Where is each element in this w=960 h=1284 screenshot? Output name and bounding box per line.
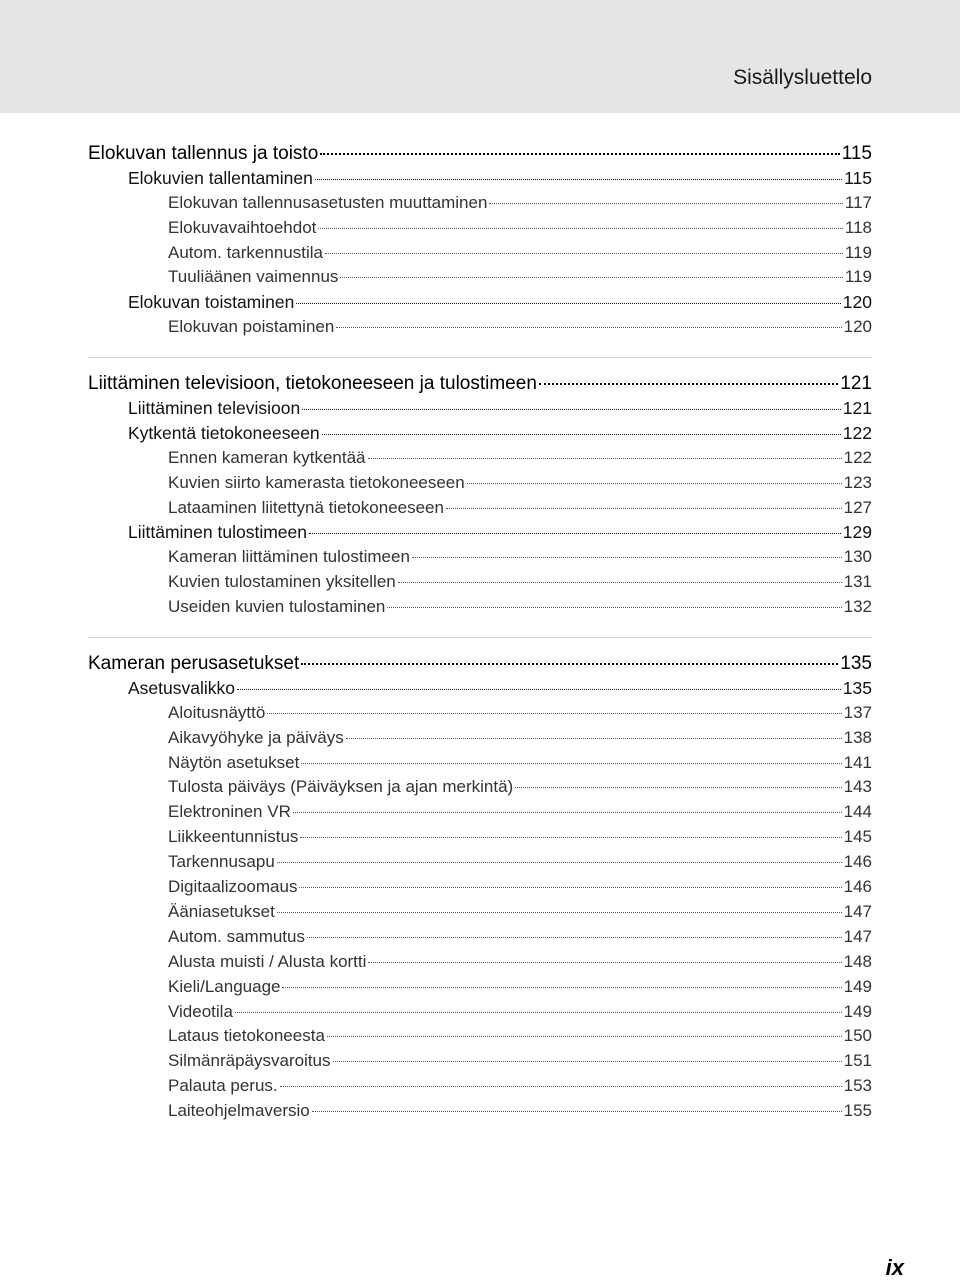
dot-leader: [237, 689, 841, 690]
toc-entry-page: 120: [842, 292, 872, 313]
toc-entry-title: Liikkeentunnistus: [168, 827, 299, 847]
toc-entry-page: 131: [843, 572, 872, 592]
toc-entry-title: Elektroninen VR: [168, 802, 291, 822]
toc-entry-page: 135: [840, 653, 872, 675]
dot-leader: [333, 1061, 842, 1062]
toc-entry-title: Elokuvan tallennusasetusten muuttaminen: [168, 192, 488, 212]
dot-leader: [309, 533, 841, 534]
toc-entry-title: Elokuvan poistaminen: [168, 317, 335, 337]
dot-leader: [340, 277, 842, 278]
dot-leader: [368, 458, 842, 459]
dot-leader: [282, 987, 841, 988]
toc-entry[interactable]: [88, 168, 872, 193]
dot-leader: [301, 763, 841, 764]
dot-leader: [467, 483, 842, 484]
dot-leader: [320, 153, 839, 155]
toc-entry[interactable]: [88, 243, 872, 268]
dot-leader: [346, 738, 842, 739]
dot-leader: [515, 787, 841, 788]
toc-entry-title: Silmänräpäysvaroitus: [168, 1051, 331, 1071]
toc-entry-page: 115: [844, 167, 872, 188]
toc-entry-page: 149: [843, 976, 872, 996]
toc-entry[interactable]: [88, 547, 872, 572]
dot-leader: [296, 303, 840, 304]
toc-entry-page: 148: [843, 951, 872, 971]
dot-leader: [322, 434, 841, 435]
dot-leader: [325, 253, 843, 254]
toc-entry-page: 117: [844, 192, 872, 212]
dot-leader: [293, 812, 842, 813]
toc-entry-title: Useiden kuvien tulostaminen: [168, 597, 386, 617]
toc-entry-title: Elokuvan toistaminen: [128, 292, 295, 313]
toc-entry-page: 115: [841, 143, 872, 164]
toc-entry-page: 150: [843, 1026, 872, 1046]
dot-leader: [327, 1036, 842, 1037]
toc-entry-title: Kameran perusasetukset: [88, 653, 300, 675]
dot-leader: [299, 887, 841, 888]
toc-entry[interactable]: [88, 653, 872, 678]
toc-entry-title: Tulosta päiväys (Päiväyksen ja ajan merkintä): [168, 777, 514, 797]
toc-entry-page: 153: [843, 1076, 872, 1096]
toc-entry-title: Liittäminen televisioon, tietokoneeseen ja tulostimeen: [88, 373, 537, 395]
toc-entry[interactable]: [88, 1101, 872, 1126]
toc-entry[interactable]: [88, 753, 872, 778]
toc-entry-title: Elokuvan tallennus ja toisto: [88, 143, 319, 164]
toc-entry-title: Alusta muisti / Alusta kortti: [168, 951, 367, 971]
toc-entry-page: 138: [843, 727, 872, 747]
toc-entry-page: 137: [843, 702, 872, 722]
toc-entry-title: Ääniasetukset: [168, 901, 275, 921]
toc-entry[interactable]: [88, 852, 872, 877]
toc-entry-title: Lataus tietokoneesta: [168, 1026, 325, 1046]
toc-entry[interactable]: [88, 597, 872, 622]
toc-section: [88, 637, 872, 1126]
toc-entry-page: 123: [843, 472, 872, 492]
toc-entry-title: Tarkennusapu: [168, 852, 275, 872]
toc-entry-title: Asetusvalikko: [128, 677, 235, 698]
toc-entry-page: 143: [843, 777, 872, 797]
table-of-contents: [88, 143, 872, 1126]
toc-section: [88, 143, 872, 342]
toc-entry-title: Liittäminen tulostimeen: [128, 522, 307, 543]
dot-leader: [280, 1086, 842, 1087]
toc-entry-title: Digitaalizoomaus: [168, 877, 298, 897]
toc-entry[interactable]: [88, 1026, 872, 1051]
toc-entry-title: Laiteohjelmaversio: [168, 1101, 310, 1121]
toc-entry-title: Aloitusnäyttö: [168, 702, 266, 722]
toc-entry-page: 144: [843, 802, 872, 822]
toc-entry-title: Ennen kameran kytkentää: [168, 447, 366, 467]
toc-entry[interactable]: [88, 777, 872, 802]
toc-entry[interactable]: [88, 373, 872, 398]
toc-entry-title: Palauta perus.: [168, 1076, 278, 1096]
toc-entry-page: 146: [843, 877, 872, 897]
toc-entry-page: 119: [844, 267, 872, 287]
toc-entry-title: Elokuvavaihtoehdot: [168, 217, 317, 237]
toc-entry-title: Kytkentä tietokoneeseen: [128, 422, 320, 443]
dot-leader: [446, 508, 842, 509]
toc-entry[interactable]: [88, 292, 872, 317]
dot-leader: [300, 837, 841, 838]
dot-leader: [539, 383, 838, 385]
toc-entry[interactable]: [88, 728, 872, 753]
toc-entry-title: Lataaminen liitettynä tietokoneeseen: [168, 497, 444, 517]
toc-entry-title: Autom. tarkennustila: [168, 242, 323, 262]
toc-entry[interactable]: [88, 827, 872, 852]
toc-entry-title: Elokuvien tallentaminen: [128, 167, 313, 188]
toc-entry-page: 141: [843, 752, 872, 772]
toc-entry[interactable]: [88, 143, 872, 168]
toc-entry[interactable]: [88, 877, 872, 902]
toc-entry-page: 119: [844, 242, 872, 262]
toc-entry[interactable]: [88, 423, 872, 448]
toc-entry-page: 118: [844, 217, 872, 237]
dot-leader: [412, 557, 842, 558]
toc-entry-page: 146: [843, 852, 872, 872]
toc-entry-page: 120: [843, 317, 872, 337]
toc-entry-page: 122: [843, 447, 872, 467]
toc-entry[interactable]: [88, 902, 872, 927]
toc-entry-page: 155: [843, 1101, 872, 1121]
toc-entry[interactable]: [88, 267, 872, 292]
dot-leader: [277, 862, 842, 863]
dot-leader: [302, 409, 841, 410]
toc-entry[interactable]: [88, 398, 872, 423]
toc-entry[interactable]: [88, 1002, 872, 1027]
toc-entry-page: 130: [843, 547, 872, 567]
toc-entry-title: Näytön asetukset: [168, 752, 300, 772]
toc-entry-page: 147: [843, 901, 872, 921]
dot-leader: [368, 962, 841, 963]
dot-leader: [318, 228, 843, 229]
dot-leader: [489, 203, 842, 204]
toc-entry-title: Kuvien siirto kamerasta tietokoneeseen: [168, 472, 465, 492]
toc-entry-page: 129: [842, 522, 872, 543]
toc-section: [88, 357, 872, 622]
dot-leader: [307, 937, 842, 938]
page-number: ix: [885, 1255, 904, 1280]
toc-entry[interactable]: [88, 473, 872, 498]
toc-entry[interactable]: [88, 522, 872, 547]
dot-leader: [267, 713, 841, 714]
toc-entry-title: Tuuliäänen vaimennus: [168, 267, 339, 287]
toc-entry-page: 135: [842, 677, 872, 698]
toc-entry-page: 121: [840, 373, 872, 395]
page-title: Sisällysluettelo: [733, 66, 872, 89]
toc-entry[interactable]: [88, 802, 872, 827]
toc-entry[interactable]: [88, 1076, 872, 1101]
dot-leader: [235, 1012, 842, 1013]
dot-leader: [398, 582, 842, 583]
dot-leader: [315, 179, 842, 180]
toc-entry[interactable]: [88, 952, 872, 977]
toc-entry[interactable]: [88, 1051, 872, 1076]
toc-entry-page: 127: [843, 497, 872, 517]
dot-leader: [312, 1111, 842, 1112]
toc-entry[interactable]: [88, 977, 872, 1002]
page-header: [0, 0, 960, 113]
toc-entry[interactable]: [88, 218, 872, 243]
toc-entry-page: 122: [842, 422, 872, 443]
toc-entry[interactable]: [88, 448, 872, 473]
toc-entry[interactable]: [88, 317, 872, 342]
toc-entry-page: 147: [843, 926, 872, 946]
toc-entry-title: Liittäminen televisioon: [128, 398, 301, 419]
toc-entry[interactable]: [88, 572, 872, 597]
toc-entry-page: 145: [843, 827, 872, 847]
dot-leader: [277, 912, 842, 913]
toc-entry-page: 149: [843, 1001, 872, 1021]
toc-entry-title: Kuvien tulostaminen yksitellen: [168, 572, 396, 592]
toc-entry[interactable]: [88, 703, 872, 728]
toc-entry-title: Kieli/Language: [168, 976, 281, 996]
dot-leader: [336, 327, 841, 328]
toc-entry-title: Kameran liittäminen tulostimeen: [168, 547, 410, 567]
toc-entry[interactable]: [88, 678, 872, 703]
toc-entry-title: Videotila: [168, 1001, 233, 1021]
toc-entry[interactable]: [88, 927, 872, 952]
toc-entry-title: Aikavyöhyke ja päiväys: [168, 727, 344, 747]
toc-entry[interactable]: [88, 193, 872, 218]
toc-entry-page: 121: [842, 398, 872, 419]
toc-entry-page: 132: [843, 597, 872, 617]
dot-leader: [387, 607, 841, 608]
toc-entry[interactable]: [88, 498, 872, 523]
toc-entry-title: Autom. sammutus: [168, 926, 305, 946]
toc-entry-page: 151: [843, 1051, 872, 1071]
dot-leader: [301, 663, 838, 665]
